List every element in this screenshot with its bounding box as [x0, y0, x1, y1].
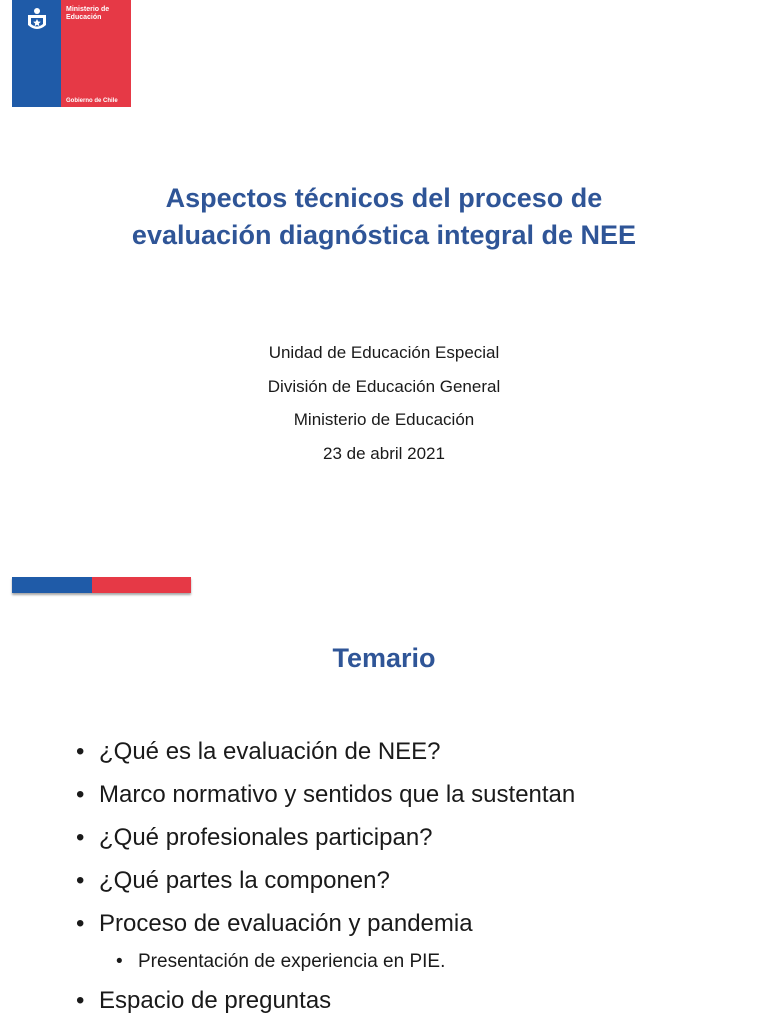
bullet-icon: •	[76, 910, 85, 937]
agenda-item-text: ¿Qué partes la componen?	[99, 867, 390, 894]
subtitle-date: 23 de abril 2021	[323, 443, 445, 463]
title-line-2: evaluación diagnóstica integral de NEE	[131, 220, 637, 250]
presentation-subtitle	[0, 336, 768, 470]
agenda-item	[76, 773, 575, 816]
presentation-title	[0, 180, 768, 254]
coat-of-arms-icon	[22, 6, 52, 36]
agenda-item	[76, 730, 575, 773]
agenda-list	[76, 730, 575, 1022]
divider-red-segment	[92, 577, 191, 593]
agenda-item	[76, 816, 575, 859]
title-line-1: Aspectos técnicos del proceso de	[165, 183, 603, 213]
color-divider-bar	[12, 577, 191, 593]
logo-red-panel	[61, 0, 131, 107]
subtitle-unit: Unidad de Educación Especial	[268, 343, 500, 362]
bullet-icon: •	[76, 824, 85, 851]
bullet-icon: •	[76, 781, 85, 808]
divider-blue-segment	[12, 577, 92, 593]
agenda-item-text: Espacio de preguntas	[99, 987, 332, 1014]
agenda-subitem	[116, 945, 575, 979]
subtitle-division: División de Educación General	[267, 376, 501, 396]
agenda-item-text: ¿Qué profesionales participan?	[99, 824, 433, 851]
logo-ministry-name	[66, 6, 109, 22]
bullet-icon: •	[76, 867, 85, 894]
logo-line-2: Educación	[66, 14, 102, 21]
agenda-subitem-text: Presentación de experiencia en PIE.	[138, 951, 446, 972]
logo-blue-panel	[12, 0, 61, 107]
agenda-item	[76, 859, 575, 902]
agenda-title: Temario	[332, 643, 436, 673]
logo-footer: Gobierno de Chile	[66, 98, 118, 104]
subtitle-ministry: Ministerio de Educación	[293, 410, 475, 429]
agenda-item	[76, 902, 575, 945]
bullet-icon: •	[116, 951, 123, 972]
agenda-item	[76, 979, 575, 1022]
logo-line-1: Ministerio de	[66, 6, 110, 13]
bullet-icon: •	[76, 987, 85, 1014]
agenda-item-text: ¿Qué es la evaluación de NEE?	[99, 738, 441, 765]
bullet-icon: •	[76, 738, 85, 765]
ministerio-logo	[12, 0, 131, 107]
agenda-item-text: Proceso de evaluación y pandemia	[99, 910, 473, 937]
agenda-item-text: Marco normativo y sentidos que la sustentan	[99, 781, 576, 808]
